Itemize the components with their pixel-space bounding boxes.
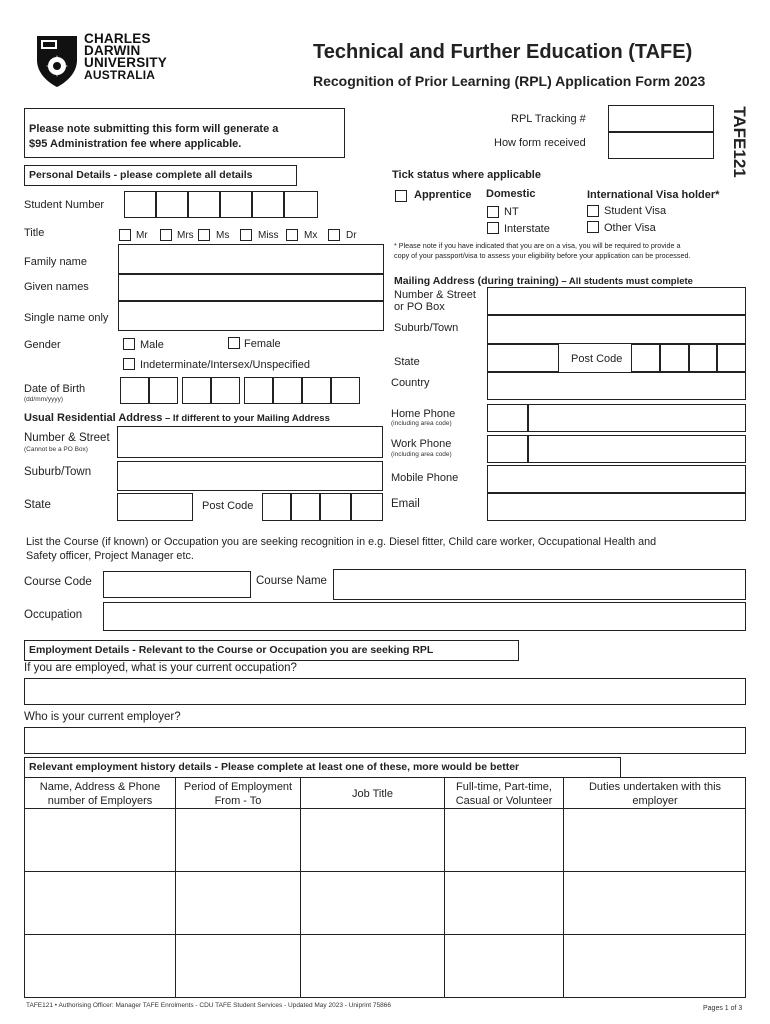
gender-female-checkbox[interactable]	[228, 337, 240, 349]
res-postcode-cell[interactable]	[291, 493, 320, 521]
single-name-field[interactable]	[118, 301, 384, 331]
mail-postcode-cell[interactable]	[689, 344, 717, 372]
col-duties-header	[564, 780, 746, 808]
res-postcode-cell[interactable]	[351, 493, 383, 521]
student-visa-label: Student Visa	[604, 205, 667, 217]
dob-year-cell[interactable]	[302, 377, 331, 404]
history-cell[interactable]	[176, 872, 300, 934]
apprentice-label: Apprentice	[414, 189, 472, 201]
title-ms-checkbox[interactable]	[198, 229, 210, 241]
history-cell[interactable]	[176, 935, 300, 997]
mail-postcode-label: Post Code	[571, 353, 623, 365]
mailing-address-title: Mailing Address (during training)	[394, 275, 559, 287]
gender-female-label: Female	[244, 338, 281, 350]
history-cell[interactable]	[564, 872, 745, 934]
student-number-cell[interactable]	[252, 191, 284, 218]
mail-street-label-1: Number & Street	[394, 289, 476, 301]
history-cell[interactable]	[445, 935, 563, 997]
mobile-phone-label: Mobile Phone	[391, 472, 459, 484]
mail-postcode-cell[interactable]	[717, 344, 746, 372]
interstate-checkbox[interactable]	[487, 222, 499, 234]
shield-icon	[35, 34, 79, 88]
form-received-label: How form received	[494, 137, 586, 149]
col-employment-type-header	[445, 780, 563, 808]
visa-note-line-2: copy of your passport/visa to assess your eligibility before your application can be processed.	[394, 251, 691, 260]
mobile-phone-field[interactable]	[487, 465, 746, 493]
mail-country-field[interactable]	[487, 372, 746, 400]
col-employment-type-line-2: Casual or Volunteer	[455, 795, 553, 807]
occupation-label: Occupation	[24, 609, 83, 621]
home-phone-field[interactable]	[528, 404, 746, 432]
mail-state-field[interactable]	[487, 344, 559, 372]
title-dr-checkbox[interactable]	[328, 229, 340, 241]
course-code-label: Course Code	[24, 576, 92, 588]
student-number-cell[interactable]	[284, 191, 318, 218]
history-cell[interactable]	[25, 872, 175, 934]
given-names-field[interactable]	[118, 274, 384, 301]
gender-indeterminate-label: Indeterminate/Intersex/Unspecified	[140, 359, 310, 371]
course-name-label: Course Name	[256, 575, 327, 587]
student-number-cell[interactable]	[188, 191, 220, 218]
occupation-field[interactable]	[103, 602, 746, 631]
title-mrs-label: Mrs	[177, 230, 194, 241]
visa-note-line-1: * Please note if you have indicated that you are on a visa, you will be required to provide a	[394, 241, 681, 250]
rpl-tracking-label: RPL Tracking #	[511, 113, 586, 125]
dob-year-cell[interactable]	[331, 377, 360, 404]
col-job-title-header	[301, 787, 444, 801]
form-code: TAFE121	[730, 106, 749, 178]
title-ms-label: Ms	[216, 230, 230, 241]
footer-text: TAFE121 • Authorising Officer: Manager TAFE Enrolments - CDU TAFE Student Services - Updated May 2023 - Uniprint 75866	[26, 1002, 391, 1009]
family-name-field[interactable]	[118, 244, 384, 274]
status-header: Tick status where applicable	[392, 169, 541, 181]
col-employment-type-line-1: Full-time, Part-time,	[456, 781, 552, 793]
nt-label: NT	[504, 206, 519, 218]
res-street-field[interactable]	[117, 426, 383, 458]
fee-notice-line-1: Please note submitting this form will generate a	[29, 123, 279, 135]
mailing-address-suffix: – All students must complete	[558, 276, 693, 287]
student-number-label: Student Number	[24, 199, 105, 211]
personal-details-header: Personal Details - please complete all details	[24, 165, 297, 186]
dob-label: Date of Birth	[24, 383, 86, 395]
dob-year-cell[interactable]	[273, 377, 302, 404]
title-mx-label: Mx	[304, 230, 318, 241]
course-intro-line-2: Safety officer, Project Manager etc.	[26, 550, 194, 562]
gender-male-checkbox[interactable]	[123, 338, 135, 350]
intl-visa-label: International Visa holder*	[587, 189, 720, 201]
col-period-line-1: Period of Employment	[183, 781, 293, 793]
logo-line-2: DARWIN	[84, 43, 141, 58]
history-cell[interactable]	[25, 809, 175, 871]
apprentice-checkbox[interactable]	[395, 190, 407, 202]
col-employer-header	[25, 780, 175, 808]
single-name-label: Single name only	[24, 312, 109, 324]
work-phone-field[interactable]	[528, 435, 746, 463]
res-postcode-cell[interactable]	[320, 493, 351, 521]
work-phone-area-field[interactable]	[487, 435, 528, 463]
residential-address-header	[24, 408, 330, 426]
history-cell[interactable]	[301, 809, 444, 871]
dob-format-note: (dd/mm/yyyy)	[24, 396, 63, 403]
work-phone-label: Work Phone	[391, 438, 452, 450]
page-number: Pages 1 of 3	[703, 1005, 743, 1012]
col-duties-line-1: Duties undertaken with this	[588, 781, 722, 793]
col-job-title-line-1: Job Title	[352, 788, 393, 800]
residential-address-title: Usual Residential Address	[24, 412, 163, 424]
dob-month-cell[interactable]	[182, 377, 211, 404]
email-field[interactable]	[487, 493, 746, 521]
domestic-label: Domestic	[486, 188, 536, 200]
col-period-header	[176, 780, 300, 808]
current-employer-question: Who is your current employer?	[24, 711, 181, 723]
course-name-field[interactable]	[333, 569, 746, 600]
fee-notice	[24, 108, 345, 158]
nt-checkbox[interactable]	[487, 206, 499, 218]
dob-day-cell[interactable]	[120, 377, 149, 404]
mail-street-field[interactable]	[487, 287, 746, 315]
history-cell[interactable]	[564, 935, 745, 997]
page-title: Technical and Further Education (TAFE)	[313, 41, 693, 63]
email-label: Email	[391, 498, 420, 510]
current-employer-field[interactable]	[24, 727, 746, 754]
mail-state-label: State	[394, 356, 420, 368]
col-period-line-2: From - To	[214, 795, 262, 807]
history-cell[interactable]	[301, 872, 444, 934]
other-visa-checkbox[interactable]	[587, 221, 599, 233]
current-occupation-question: If you are employed, what is your current occupation?	[24, 662, 297, 674]
given-names-label: Given names	[24, 281, 89, 293]
form-received-field[interactable]	[608, 132, 714, 159]
mail-postcode-cell[interactable]	[631, 344, 660, 372]
course-code-field[interactable]	[103, 571, 251, 598]
title-mr-label: Mr	[136, 230, 148, 241]
gender-indeterminate-checkbox[interactable]	[123, 358, 135, 370]
res-state-field[interactable]	[117, 493, 193, 521]
dob-year-cell[interactable]	[244, 377, 273, 404]
student-number-cell[interactable]	[124, 191, 156, 218]
title-mrs-checkbox[interactable]	[160, 229, 172, 241]
res-postcode-label: Post Code	[202, 500, 254, 512]
home-phone-area-field[interactable]	[487, 404, 528, 432]
res-suburb-field[interactable]	[117, 461, 383, 491]
current-occupation-field[interactable]	[24, 678, 746, 705]
gender-male-label: Male	[140, 339, 164, 351]
history-cell[interactable]	[176, 809, 300, 871]
title-dr-label: Dr	[346, 230, 357, 241]
res-postcode-cell[interactable]	[262, 493, 291, 521]
history-cell[interactable]	[564, 809, 745, 871]
history-cell[interactable]	[301, 935, 444, 997]
residential-address-suffix: – If different to your Mailing Address	[162, 413, 330, 424]
page-subtitle: Recognition of Prior Learning (RPL) Application Form 2023	[313, 73, 706, 89]
res-state-label: State	[24, 499, 51, 511]
fee-notice-line-2: $95 Administration fee where applicable.	[29, 138, 242, 150]
mail-suburb-field[interactable]	[487, 315, 746, 344]
history-cell[interactable]	[25, 935, 175, 997]
history-cell[interactable]	[445, 872, 563, 934]
dob-month-cell[interactable]	[211, 377, 240, 404]
logo-line-3: UNIVERSITY	[84, 55, 168, 70]
col-duties-line-2: employer	[632, 795, 678, 807]
rpl-tracking-field[interactable]	[608, 105, 714, 132]
work-phone-note: (including area code)	[391, 451, 452, 458]
title-miss-label: Miss	[258, 230, 279, 241]
title-mx-checkbox[interactable]	[286, 229, 298, 241]
res-suburb-label: Suburb/Town	[24, 466, 92, 478]
col-employer-line-2: number of Employers	[47, 795, 153, 807]
title-mr-checkbox[interactable]	[119, 229, 131, 241]
res-street-note: (Cannot be a PO Box)	[24, 446, 88, 453]
res-street-label: Number & Street	[24, 432, 110, 444]
other-visa-label: Other Visa	[604, 222, 656, 234]
history-cell[interactable]	[445, 809, 563, 871]
course-intro-line-1: List the Course (if known) or Occupation you are seeking recognition in e.g. Diesel fitter, Child care worker, Occupational Health and	[26, 536, 657, 548]
gender-label: Gender	[24, 339, 61, 351]
student-visa-checkbox[interactable]	[587, 205, 599, 217]
dob-day-cell[interactable]	[149, 377, 178, 404]
mail-postcode-cell[interactable]	[660, 344, 689, 372]
logo-line-1: CHARLES	[84, 31, 151, 46]
col-employer-line-1: Name, Address & Phone	[39, 781, 161, 793]
interstate-label: Interstate	[504, 223, 550, 235]
home-phone-label: Home Phone	[391, 408, 456, 420]
logo-line-4: AUSTRALIA	[84, 68, 156, 82]
mail-country-label: Country	[391, 377, 430, 389]
employment-history-header: Relevant employment history details - Please complete at least one of these, more would be better	[24, 757, 621, 778]
family-name-label: Family name	[24, 256, 87, 268]
mail-suburb-label: Suburb/Town	[394, 322, 459, 334]
title-label: Title	[24, 227, 45, 239]
student-number-cell[interactable]	[220, 191, 252, 218]
student-number-cell[interactable]	[156, 191, 188, 218]
home-phone-note: (including area code)	[391, 420, 452, 427]
employment-details-header: Employment Details - Relevant to the Course or Occupation you are seeking RPL	[24, 640, 519, 661]
title-miss-checkbox[interactable]	[240, 229, 252, 241]
mail-street-label-2: or PO Box	[394, 301, 445, 313]
